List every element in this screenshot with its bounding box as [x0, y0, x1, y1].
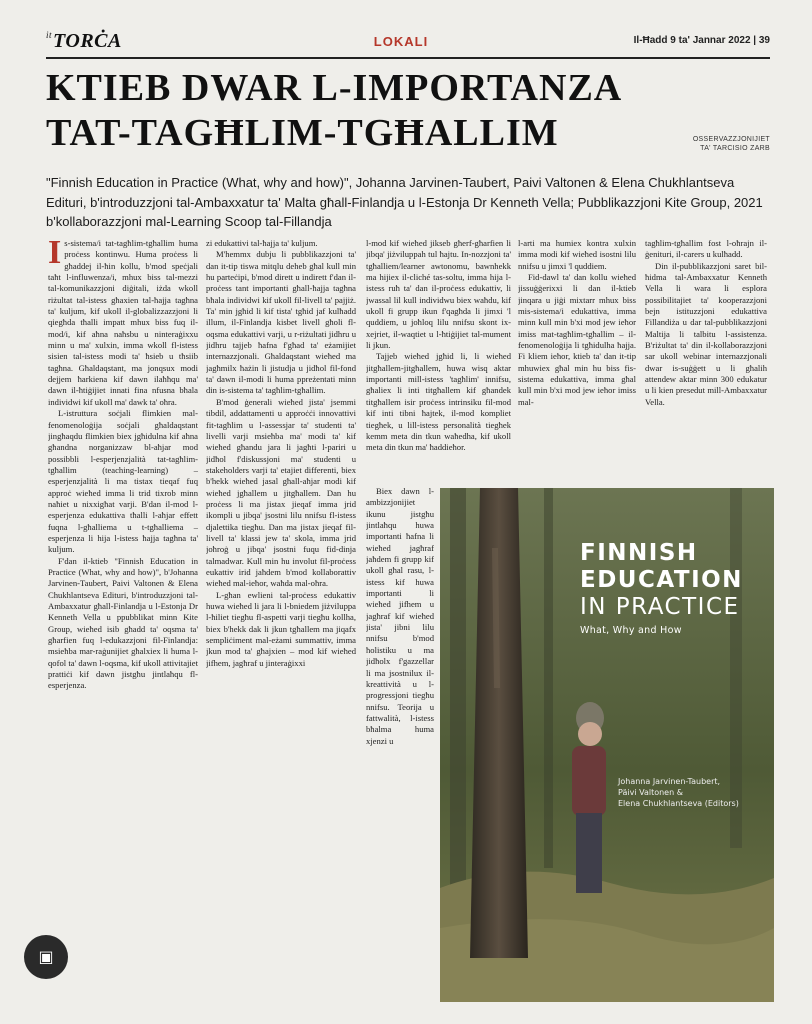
paragraph: Fid-dawl ta' dan kollu wieħed jissuġġerixxi li dan il-ktieb jinqara u jiġi mixtarr mhux biss mis-sistema/i edukattiva, imma minn kull min b'xi mod jew ieħor imiss mat-tagħlim-tgħallim – il-fenomenoloġija li tgħidulha ħajja. Fi kliem ieħor, ktieb ta' dan it-tip mhuwiex għal min hu biss fis-sistema edukattiva, imma għal kull min b'xi mod jew ieħor imiss mal- [518, 272, 636, 407]
paragraph: Tajjeb wieħed jgħid li, li wieħed jitgħallem-jitgħallem, huwa wisq aktar importanti mill-istess 'tagħlim' innifsu, għaliex li inti titgħallem kif għandek titgħallem isir proċess intrinsiku fil-mod kif inti tibni ħajtek, il-mod kompliet tiegħek, u lill-istess personalità tiegħek kemm meta din tkun waħedha, kif ukoll meta din tkun ma' ħaddieħor. [366, 351, 511, 453]
article-column-2 [206, 238, 356, 1018]
paragraph: M'hemmx dubju li pubblikazzjoni ta' dan it-tip tiswa mitqlu deheb għal kull min hu parteċipi, b'mod dirett u indirett f'dan il-proċess tant importanti għall-ħajja tagħna bħala individwi kif ukoll fil-livell ta' pajjiż. Ta' min jgħid li kif tista' tgħid jaf kulħadd illum, il-Finlandja kisbet livell għoli fl-oqsma edukattivi varji, u r-riżultati jidhru u jidhru tajjeb ħafna f'għad ta' eżamijiet internazzjonali. Għaldaqstant wieħed ma jagħmilx ħażin li jistudja u jidħol fil-fond ta' dawn il-modi li huma ppreżentati minn din is-sistema ta' tagħlim-tgħallim. [206, 249, 356, 396]
article-column-3-narrow [366, 486, 434, 1016]
paragraph: Din il-pubblikazzjoni saret bil-ħidma tal-Ambaxxatur Kenneth Vella li wara li esplora possibilitajiet ta' kooperazzjoni bejn istituzzjoni edukattiva Fillandiża u dar tal-pubblikazzjoni Maltija li talbitu l-assistenza. B'riżultat ta' din il-kollaborazzjoni sar ukoll webinar internazzjonali dwar is-suġġett u li għalih attendew aktar minn 300 edukatur u li kien presedut mill-Ambaxxatur Vella. [645, 260, 767, 407]
headline [46, 66, 646, 156]
newspaper-logo: $^{it}$TORĊA [46, 30, 122, 52]
paragraph: F'dan il-ktieb "Finnish Education in Practice (What, why and how)", b'Johanna Jarvinen-Taubert, Paivi Valtonen & Elena Chukhlantseva Edituri, b'introduzzjoni tal-Ambaxxatur għall-Finlandja u l-Estonja Dr Kenneth Vella u ppubblikat minn Kite Group, wieħed isib għadd ta' oqsma ta' għarfien fuq l-edukazzjoni fil-Finlandja: msieħba mar-raġunijiet għalxiex li huma l-qofol ta' dawn l-oqsma, kif ukoll attivitajiet prattiċi kif dawn jistgħu jintlaħqu fl-esperjenza. [48, 555, 198, 691]
headline-line-2: TAT-TAGĦLIM-TGĦALLIM [46, 112, 559, 154]
article-column-3 [366, 238, 511, 483]
drop-cap: I [48, 238, 62, 271]
byline: OSSERVAZZJONIJIET TA' TARCISIO ZARB [692, 136, 770, 152]
lens-icon[interactable]: ▣ [24, 935, 68, 979]
paragraph: Is-sistema/i tat-tagħlim-tgħallim huma proċess kontinwu. Huma proċess li għaddej il-ħin kollu, b'mod speċjali taħt l-influwenza/i, mhux biss tal-mezzi tal-komunikazzjoni diġitali, iżda wkoll riżultat tal-istess għaxien tal-ħajja tagħna ta' kuljum, kif ukoll il-globalizzazzjoni li qiegħda tħalli impatt mhux biss fuq il-mod/i, kif aħna naħsbu u ninteraġixxu minn u ma' xulxin, imma wkoll fl-istess sisien tal-istess modi ta' ħsieb u tħsiib tagħna. Għaldaqstant, ma jonqsux modi dejjem ħarkiena kif dawn ilaħħqu ma' dawn il-ħtiġijiet innati fina nfusna bħala individwi kif ukoll ma' dawk ta' oħra. [48, 238, 198, 407]
paragraph: Biex dawn l-ambizzjonijiet ikunu jistgħu jintlaħqu huwa importanti ħafna li wieħed jagħraf jaħdem fi grupp kif ukoll għal rasu, l-istess kif huwa importanti li wieħed jifhem u jagħraf kif wieħed jista' jibni lilu nnifsu b'mod ħolistiku u ma jidħolx f'gazzellar li ma jsostnilux il-kreattività u l-progressjoni tiegħu nnifsu. Teorija u fattwalità, l-istess bħalma huma xjenzi u [366, 486, 434, 746]
paragraph: l-mod kif wieħed jikseb għerf-għarfien li jibqa' jiżviluppah tul ħajtu. In-nozzjoni ta' tgħalliem/learner awtonomu, bawnhekk ma hijiex il-cliché tas-soltu, imma hija l-istess ruħ ta' dan il-proċess edukattiv, li jwassal lil kull individwu biex waħdu, kif ukoll fi grupp ikun f'qagħda li jimxi 'l quddiem, u joħloq lilu nnifsu skont ix-xejriet, il-waqtiet u l-ħtiġijiet tal-mument li jkun. [366, 238, 511, 351]
paragraph: B'mod ġenerali wieħed jista' jsemmi tibdil, addattamenti u approċċi innovattivi fit-tagħlim u l-assessjar ta' studenti ta' livelli varji msieħba ma' modi ta' kif wieħed għandu jara li jagħti l-pariri u jidħol f'diskussjoni ma' studenti u stakeholders varji ta' etajiet differenti, biex b'hekk wieħed jasal għall-aħjar modi kif wieħed jgħallem u jitgħallem. Dan hu proċess li ma jistax jieqaf imma jrid ikompli u jibqa' jsostni lilu nnifsu fl-istess djalettika tiegħu. Dan ma jistax jieqaf fil-livell ta' klassi jew ta' skola, imma jrid joħroġ u jibqa' jsostni fuqu fid-dinja talmadwar. Kull min hu involut fil-proċess eukattiv irid jaħdem b'mod kollaborattiv wieħed mal-ieħor, waħda mal-oħra. [206, 396, 356, 589]
page-number: 39 [758, 35, 770, 46]
article-column-1 [48, 238, 198, 1018]
book-subtitle: What, Why and How [580, 625, 682, 636]
paragraph: l-arti ma humiex kontra xulxin imma modi kif wieħed isostni lilu nnifsu u jimxi 'l quddiem. [518, 238, 636, 271]
paragraph: tagħlim-tgħallim fost l-oħrajn il-ġenituri, il-carers u kulħadd. [645, 238, 767, 260]
book-authors: Johanna Jarvinen-Taubert, Päivi Valtonen & Elena Chukhlantseva (Editors) [618, 777, 739, 808]
article-column-5 [645, 238, 767, 483]
book-intro: "Finnish Education in Practice (What, why and how)", Johanna Jarvinen-Taubert, Paivi Valtonen & Elena Chukhlantseva Edituri, b'introduzzjoni tal-Ambaxxatur ta' Malta għall-Finlandja u l-Estonja Dr Kenneth Vella; Pubblikazzjoni Kite Group, 2021 b'kollaborazzjoni mal-Learning Scoop tal-Fillandja [46, 175, 763, 229]
paragraph: L-għan ewlieni tal-proċess edukattiv huwa wieħed li jara li l-bniedem jiżviluppa l-ħiliet tiegħu fl-aspetti varji tiegħu kollha, biex b'hekk dak li jkun tgħallem ma jiqafx sempliċiment mal-eżami summattiv, imma jkun mod ta' għajxien – mod kif wieħed jifhem, jagħraf u jinteraġixxi [206, 589, 356, 668]
paragraph: zi edukattivi tal-ħajja ta' kuljum. [206, 238, 318, 248]
book-cover-image [440, 488, 774, 1002]
paragraph: L-istruttura soċjali flimkien mal-fenomenoloġija soċjali għaldaqstant jingħaqdu flimkien biex jgħidulna kif aħna għandna norganizzaw bl-aħjar mod possibbli l-esperjenzjalità tat-tagħlim-tgħallim (teaching-learning) – esperjenzjalità li ma tistax tieqaf fuq approċ wieħed imma li trid tixrob minn naħiet u nixxigħat varji. B'dan il-mod l-esperjenza edukattiva tħalli l-aħjar effett fuqna l-għalliema u t-tgħalliema – esperjenza li hija l-istess ħajja tagħna ta' kuljum. [48, 408, 198, 555]
masthead [46, 30, 770, 56]
headline-line-1: KTIEB DWAR L-IMPORTANZA [46, 67, 623, 109]
header-rule [46, 57, 770, 59]
section-label: LOKALI [373, 34, 429, 49]
dateline: Il-Ħadd 9 ta' Jannar 2022 | 39 [633, 35, 770, 46]
article-column-4 [518, 238, 636, 483]
book-title: FINNISH EDUCATION IN PRACTICE What, Why and How [580, 540, 770, 636]
